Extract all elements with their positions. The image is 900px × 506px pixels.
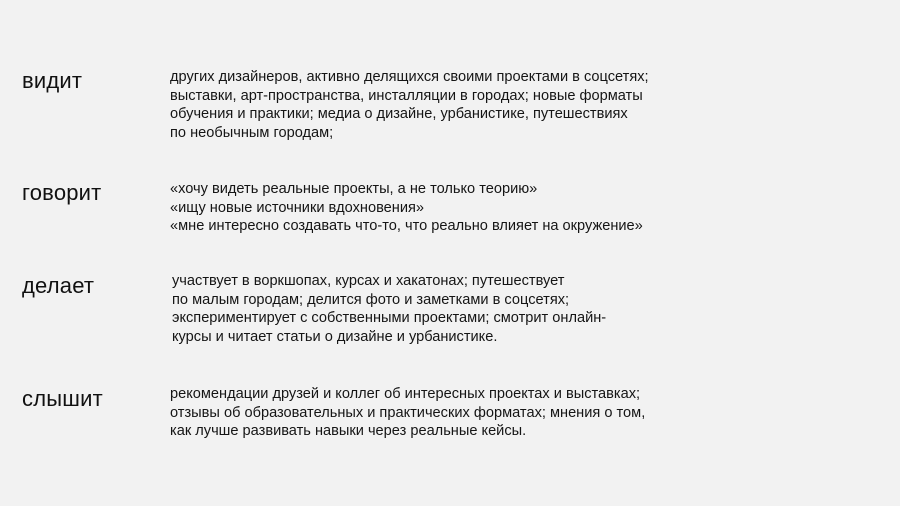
row-label-does: делает [22,273,95,298]
text-line: по малым городам; делится фото и заметками в соцсетях; [172,291,570,308]
row-label-says: говорит [22,180,102,205]
text-line: «хочу видеть реальные проекты, а не только теорию» [170,181,538,197]
text-line: участвует в воркшопах, курсах и хакатонах; путешествует [172,273,565,289]
row-text-does [172,272,606,346]
text-line: курсы и читает статьи о дизайне и урбанистике. [172,328,498,345]
text-line: «ищу новые источники вдохновения» [170,199,425,216]
text-line: экспериментирует с собственными проектами; смотрит онлайн- [172,310,607,327]
row-text-sees [170,68,649,142]
text-line: обучения и практики; медиа о дизайне, урбанистике, путешествиях [170,106,628,123]
text-line: отзывы об образовательных и практических форматах; мнения о том, [170,404,646,421]
text-line: по необычным городам; [170,124,334,141]
row-label-hears: слышит [22,386,103,411]
text-line: других дизайнеров, активно делящихся своими проектами в соцсетях; [170,69,649,85]
row-label-sees: видит [22,68,83,93]
text-line: рекомендации друзей и коллег об интересных проектах и выставках; [170,386,641,402]
text-line: как лучше развивать навыки через реальные кейсы. [170,423,527,440]
text-line: «мне интересно создавать что-то, что реально влияет на окружение» [170,218,643,235]
row-text-says [170,180,643,236]
text-line: выставки, арт-пространства, инсталляции в городах; новые форматы [170,87,643,104]
row-text-hears [170,385,645,441]
